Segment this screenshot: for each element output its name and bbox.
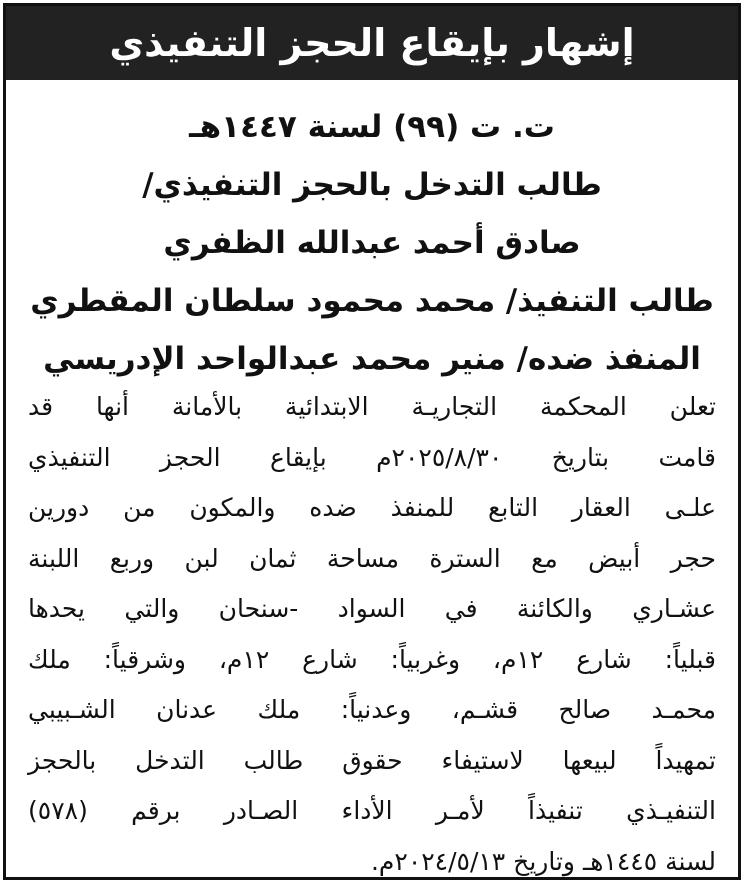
notice-frame: [3, 3, 741, 880]
body-line: التنفيـذي تنفيذاً لأمـر الأداء الصـادر برقم (٥٧٨): [28, 796, 716, 825]
body-line: لسنة ١٤٤٥هـ وتاريخ ٢٠٢٤/٥/١٣م.: [370, 846, 716, 876]
body-line: قامت بتاريخ ٢٠٢٥/٨/٣٠م بإيقاع الحجز التنفيذي: [28, 442, 716, 472]
notice-body: [28, 382, 716, 887]
body-line: حجر أبيض مع السترة مساحة ثمان لبن وربع اللبنة: [28, 543, 716, 573]
body-line: محمـد صالح قشـم، وعدنياً: ملك عدنان الشـبيبي: [28, 695, 716, 724]
case-headlines: [24, 98, 720, 388]
case-number: ت. ت (٩٩) لسنة ١٤٤٧هـ: [189, 109, 555, 145]
notice-title: إشهار بإيقاع الحجز التنفيذي: [6, 6, 738, 80]
enforcement-applicant: طالب التنفيذ/ محمد محمود سلطان المقطري: [30, 283, 714, 319]
body-line: عشـاري والكائنة في السواد -سنحان والتي يحدها: [28, 594, 716, 623]
intervener-label: طالب التدخل بالحجز التنفيذي/: [142, 167, 602, 203]
body-line: تعلن المحكمة التجاريـة الابتدائية بالأمانة أنها قد: [28, 392, 716, 421]
body-line: علـى العقار التابع للمنفذ ضده والمكون من دورين: [28, 493, 716, 522]
enforced-against: المنفذ ضده/ منير محمد عبدالواحد الإدريسي: [43, 341, 701, 377]
body-line: تمهيداً لبيعها لاستيفاء حقوق طالب التدخل بالحجز: [28, 745, 716, 775]
body-line: قبلياً: شارع ١٢م، وغربياً: شارع ١٢م، وشرقياً: ملك: [28, 644, 716, 674]
intervener-name: صادق أحمد عبدالله الظفري: [163, 225, 581, 261]
